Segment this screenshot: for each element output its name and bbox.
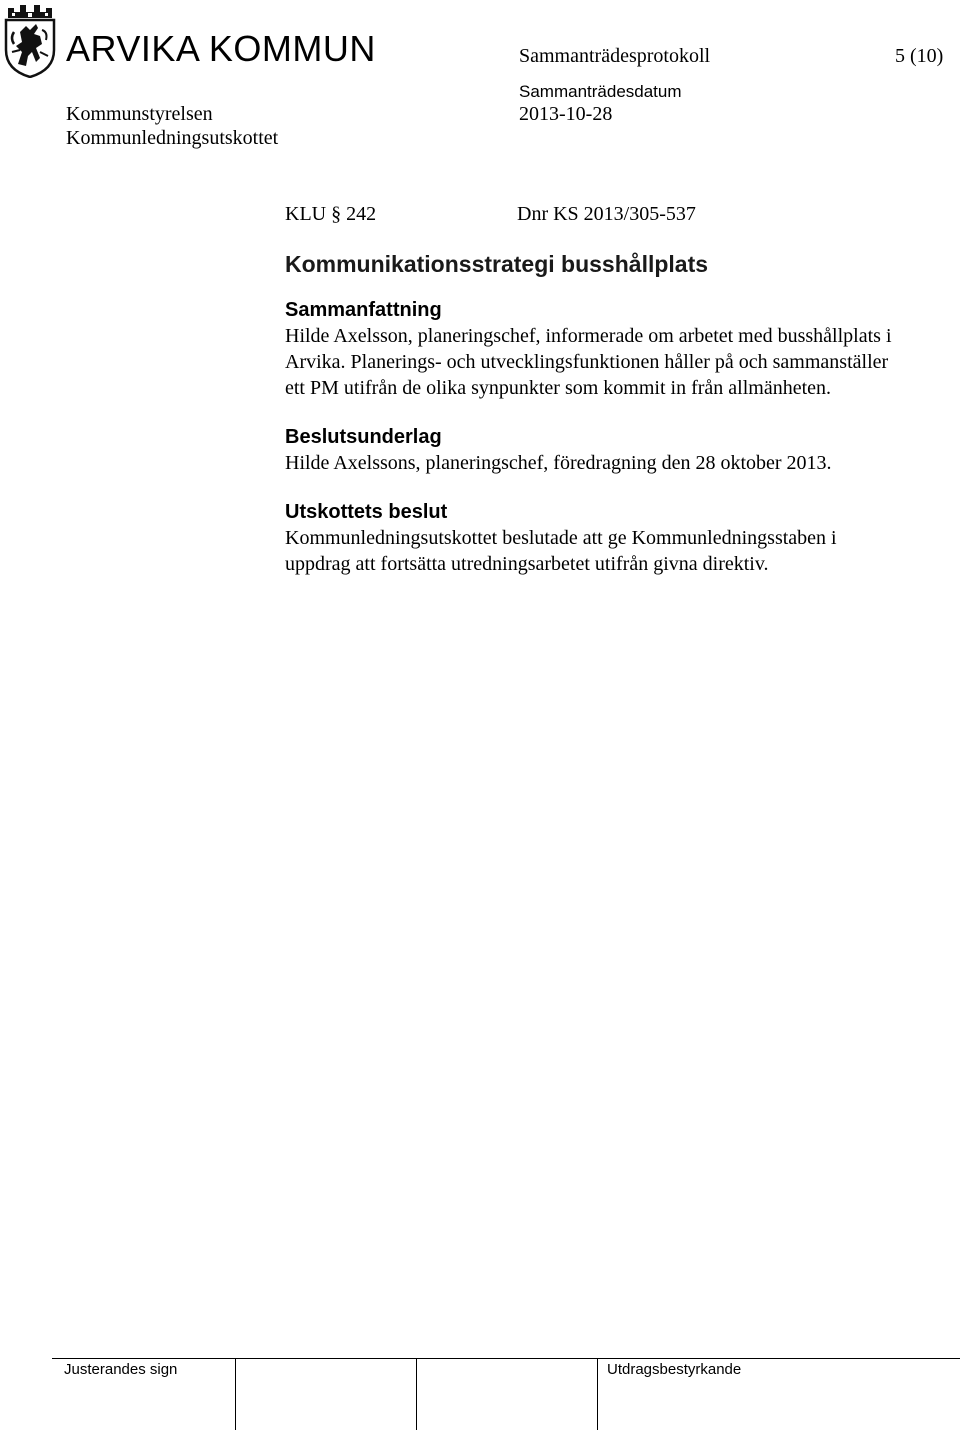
text-line: Arvika. Planerings- och utvecklingsfunktionen håller på och sammanställer (285, 351, 889, 373)
case-number: KLU § 242 (285, 203, 377, 225)
section-body (285, 525, 945, 577)
organization-name: Kommunstyrelsen (66, 103, 213, 125)
text-line: Kommunledningsutskottet beslutade att ge Kommunledningsstaben i (285, 527, 837, 549)
text-line: Hilde Axelsson, planeringschef, informerade om arbetet med busshållplats i (285, 325, 892, 347)
case-title: Kommunikationsstrategi busshållplats (285, 251, 709, 277)
section-body (285, 323, 945, 401)
arvika-coat-of-arms-icon (2, 2, 58, 78)
footer-column-divider (416, 1358, 417, 1430)
meeting-date: 2013-10-28 (519, 103, 613, 125)
section-summary (285, 297, 945, 401)
section-body (285, 450, 945, 476)
section-heading: Beslutsunderlag (285, 426, 442, 448)
text-line: uppdrag att fortsätta utredningsarbetet utifrån givna direktiv. (285, 553, 769, 575)
logo-wordmark: ARVIKA KOMMUN (66, 28, 376, 69)
adjuster-signature-label: Justerandes sign (64, 1361, 178, 1378)
meeting-date-label: Sammanträdesdatum (519, 82, 682, 101)
section-heading: Utskottets beslut (285, 501, 448, 523)
section-heading: Sammanfattning (285, 299, 442, 321)
text-line: ett PM utifrån de olika synpunkter som kommit in från allmänheten. (285, 377, 832, 399)
footer-divider (52, 1358, 960, 1359)
footer-column-divider (235, 1358, 236, 1430)
page-number: 5 (10) (895, 45, 944, 67)
committee-name: Kommunledningsutskottet (66, 127, 279, 149)
registration-number: Dnr KS 2013/305-537 (517, 203, 696, 225)
text-line: Hilde Axelssons, planeringschef, föredragning den 28 oktober 2013. (285, 452, 832, 474)
footer-column-divider (597, 1358, 598, 1430)
extract-certification-label: Utdragsbestyrkande (607, 1361, 742, 1378)
section-decision (285, 499, 945, 577)
section-basis (285, 424, 945, 476)
document-type: Sammanträdesprotokoll (519, 45, 711, 67)
